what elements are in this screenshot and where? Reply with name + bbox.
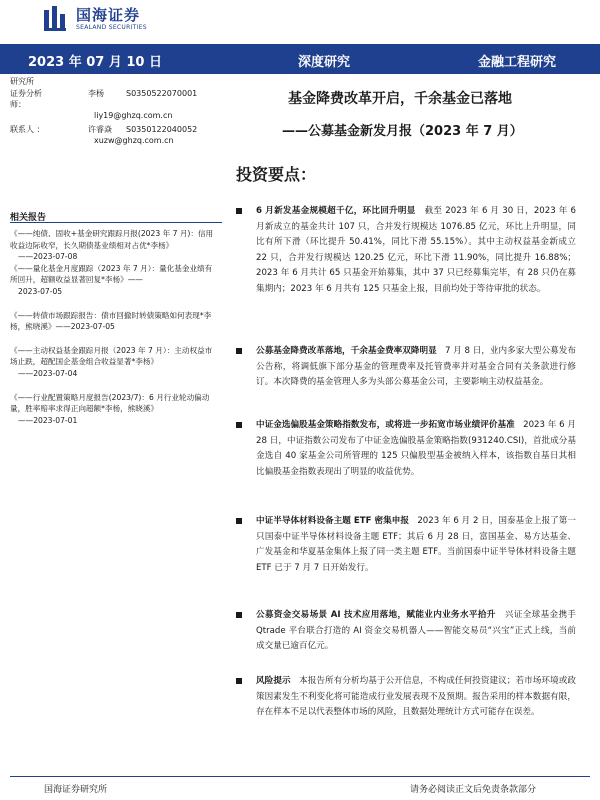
contact-id: S0350122040052 xyxy=(126,124,198,134)
analyst-info xyxy=(10,76,224,146)
footer-left: 国海证券研究所 xyxy=(44,785,108,795)
related-report-item[interactable]: 《——量化基金月度跟踪（2023 年 7 月）：量化基金业绩有所回升，超额收益显著回复*李杨》—— 2023-07-05 xyxy=(10,263,213,296)
related-report-item[interactable]: 《——主动权益基金跟踪月报（2023 年 7 月）：主动权益市场止跌，超配国企基金组合收益显著*李杨》 ——2023-07-04 xyxy=(10,345,213,378)
related-report-item[interactable]: 《——纯债、固收+基金研究跟踪月报(2023 年 7 月)：信用收益边际收窄，长久期债基业绩相对占优*李杨》 ——2023-07-08 xyxy=(10,229,214,262)
key-point: 6 月新发基金规模超千亿，环比回升明显 截至 2023 年 6 月 30 日，2023 年 6 月新成立的基金共计 107 只，合并发行规模达 1076.85 亿元，环比上升明显，同比有所下滑（环比提升 50.41%，同比下滑 55.15%）。其中主动权益基金新成立 22 只，合并发行规模达 120.25 亿元，环比下滑 11.90%，同比提升 16.88%；2023 年 6 月共计 65 只基金开始募集，其中 37 只已经募集完毕，有 28 只仍在募集期内；2023 年 6 月共有 125 只基金上报，目前均处于等待审批的状态。 xyxy=(236,204,576,298)
analyst-id: S0350522070001 xyxy=(126,88,198,98)
key-point: 风险提示 本报告所有分析均基于公开信息，不构成任何投资建议；若市场环境或政策因素发生不利变化将可能造成行业发展表现不及预期。报告采用的样本数据有限，存在样本不足以代表整体市场的风险，且数据处理统计方式可能存在误差。 xyxy=(236,674,576,721)
analyst-row: 证券分析师： 李杨 S0350522070001 xyxy=(10,88,198,109)
bullet-icon xyxy=(236,678,242,684)
footer-divider xyxy=(10,776,590,777)
report-subtitle: ——公募基金新发月报（2023 年 7 月） xyxy=(282,124,523,139)
company-logo xyxy=(44,2,147,36)
related-reports-title: 相关报告 xyxy=(10,213,47,223)
related-divider xyxy=(10,222,222,223)
header-bar xyxy=(0,44,600,74)
key-point: 中证金选偏股基金策略指数发布，或将进一步拓宽市场业绩评价基准 2023 年 6 月 28 日，中证指数公司发布了中证金选偏股基金策略指数(931240.CSI)，首批成分基金选自 40 家基金公司所管理的 125 只偏股型基金被纳入样本，该指数自基日其相比偏股基金指数表现出了明显的收益优势。 xyxy=(236,418,576,480)
report-type: 深度研究 xyxy=(298,55,351,70)
key-point: 公募基金降费改革落地，千余基金费率双降明显 7 月 8 日，业内多家大型公募发布公告称，将调低旗下部分基金的管理费率及托管费率并对基金合同有关条款进行修订。本次降费的基金管理人多为头部公募基金公司，主要影响主动权益基金。 xyxy=(236,344,576,391)
key-point: 公募资金交易场景 AI 技术应用落地，赋能业内业务水平拾升 兴证全球基金携手 Qtrade 平台联合打造的 AI 资金交易机器人——智能交易员“兴宝”正式上线，当前成交量已逾百亿元。 xyxy=(236,608,576,655)
related-report-item[interactable]: 《——转债市场跟踪报告：债市回撤时转债策略如何表现*李杨，熊晓溪》——2023-07-05 xyxy=(10,310,212,332)
logo-mark-icon xyxy=(44,6,70,32)
bullet-icon xyxy=(236,518,242,524)
key-point: 中证半导体材料设备主题 ETF 密集申报 2023 年 6 月 2 日，国泰基金上报了第一只国泰中证半导体材料设备主题 ETF；其后 6 月 28 日，富国基金、易方达基金、广发基金和华夏基金集体上报了同一类主题 ETF。当前国泰中证半导体材料设备主题 ETF 已于 7 月 7 日开始发行。 xyxy=(236,514,576,576)
report-date: 2023 年 07 月 10 日 xyxy=(28,55,162,70)
analyst-name: 李杨 xyxy=(88,88,104,98)
section-title: 投资要点： xyxy=(236,165,317,184)
contact-name: 许睿焱 xyxy=(88,124,112,134)
contact-email[interactable]: xuzw@ghzq.com.cn xyxy=(94,135,174,145)
bullet-icon xyxy=(236,422,242,428)
related-reports-list xyxy=(10,228,215,426)
report-title: 基金降费改革开启，千余基金已落地 xyxy=(288,91,512,107)
analyst-email[interactable]: liy19@ghzq.com.cn xyxy=(94,110,173,120)
bullet-icon xyxy=(236,612,242,618)
report-category: 金融工程研究 xyxy=(478,55,557,70)
related-report-item[interactable]: 《——行业配置策略月度报告(2023/7)：6 月行业轮动偏动量，胜率赔率求得正向超额*李杨，熊晓溪》 ——2023-07-01 xyxy=(10,392,210,425)
logo-en: SEALAND SECURITIES xyxy=(76,23,147,31)
logo-cn: 国海证券 xyxy=(76,5,141,24)
bullet-icon xyxy=(236,348,242,354)
institute-label: 研究所 xyxy=(10,77,34,86)
contact-row: 联系人 ： 许睿焱 S0350122040052 xyxy=(10,124,198,134)
footer-disclaimer: 请务必阅读正文后免责条款部分 xyxy=(410,785,537,795)
bullet-icon xyxy=(236,208,242,214)
